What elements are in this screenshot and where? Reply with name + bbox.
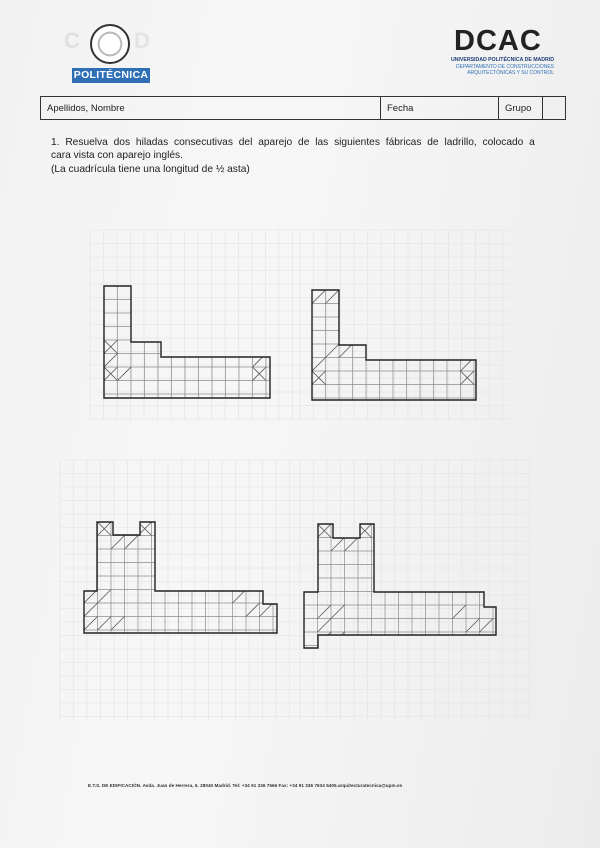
dcac-logo: DCAC — [454, 25, 542, 57]
corner-brick-mark — [312, 290, 326, 304]
exercise-line-2: cara vista con aparejo inglés. — [51, 149, 183, 161]
statement-word: de — [427, 137, 439, 148]
wall-grid — [84, 522, 277, 633]
corner-brick-mark — [453, 605, 467, 619]
statement-word: consecutivas — [174, 137, 233, 148]
date-label: Fecha — [387, 102, 414, 114]
statement-word: hiladas — [135, 137, 169, 148]
corner-brick-mark — [331, 605, 345, 619]
wall-grid — [312, 290, 476, 400]
corner-brick-mark — [246, 603, 260, 617]
statement-word: aparejo — [258, 137, 293, 148]
wall-grid — [304, 524, 496, 648]
wall-outline — [304, 524, 496, 648]
department-name: DEPARTAMENTO DE CONSTRUCCIONES ARQUITECTÓNICAS Y SU CONTROL — [456, 64, 554, 76]
wall-outline — [104, 286, 270, 398]
statement-word: Resuelva — [65, 137, 108, 148]
corner-brick-mark — [345, 538, 359, 552]
statement-word: siguientes — [334, 137, 380, 148]
corner-brick-mark — [312, 358, 326, 372]
corner-brick-mark — [98, 590, 112, 604]
name-label: Apellidos, Nombre — [47, 102, 125, 114]
statement-word: ladrillo, — [444, 137, 477, 148]
statement-word: de — [298, 137, 310, 148]
statement-word: a — [529, 137, 535, 148]
corner-brick-mark — [326, 290, 340, 304]
corner-brick-mark — [339, 344, 353, 358]
corner-brick-mark — [111, 617, 125, 631]
corner-brick-mark — [84, 617, 98, 631]
statement-word: 1. — [51, 137, 60, 148]
corner-brick-mark — [318, 619, 332, 633]
university-name: UNIVERSIDAD POLITÉCNICA DE MADRID — [451, 57, 554, 63]
wall-outline — [312, 290, 476, 400]
corner-brick-mark — [466, 619, 480, 633]
statement-word: las — [315, 137, 329, 148]
corner-brick-mark — [331, 632, 345, 646]
statement-word: fábricas — [385, 137, 422, 148]
corner-brick-mark — [98, 617, 112, 631]
corner-brick-mark — [318, 605, 332, 619]
corner-brick-mark — [260, 603, 274, 617]
politecnica-badge: POLITÉCNICA — [73, 69, 149, 81]
corner-brick-mark — [84, 603, 98, 617]
corner-brick-mark — [480, 619, 494, 633]
group-label: Grupo — [505, 102, 532, 114]
corner-brick-mark — [326, 344, 340, 358]
show-through-logo: C — [64, 28, 82, 53]
statement-word: colocado — [482, 137, 524, 148]
footer-address: E.T.S. DE EDIFICACIÓN. Avda. Juan de Herrera, 6. 28040 Madrid. Tel: +34 91 336 7566 Fax: +34 91 336 7634 5405.arquitecturatecnica@upm.es — [88, 783, 403, 788]
corner-brick-mark — [111, 536, 125, 550]
corner-brick-mark — [331, 538, 345, 552]
corner-brick-mark — [318, 632, 332, 646]
statement-word: dos — [113, 137, 131, 148]
statement-word: del — [238, 137, 253, 148]
corner-brick-mark — [125, 536, 139, 550]
show-through-logo: D — [134, 28, 150, 53]
grid-note: (La cuadrícula tiene una longitud de ½ asta) — [51, 164, 250, 175]
wall-grid — [104, 286, 270, 398]
